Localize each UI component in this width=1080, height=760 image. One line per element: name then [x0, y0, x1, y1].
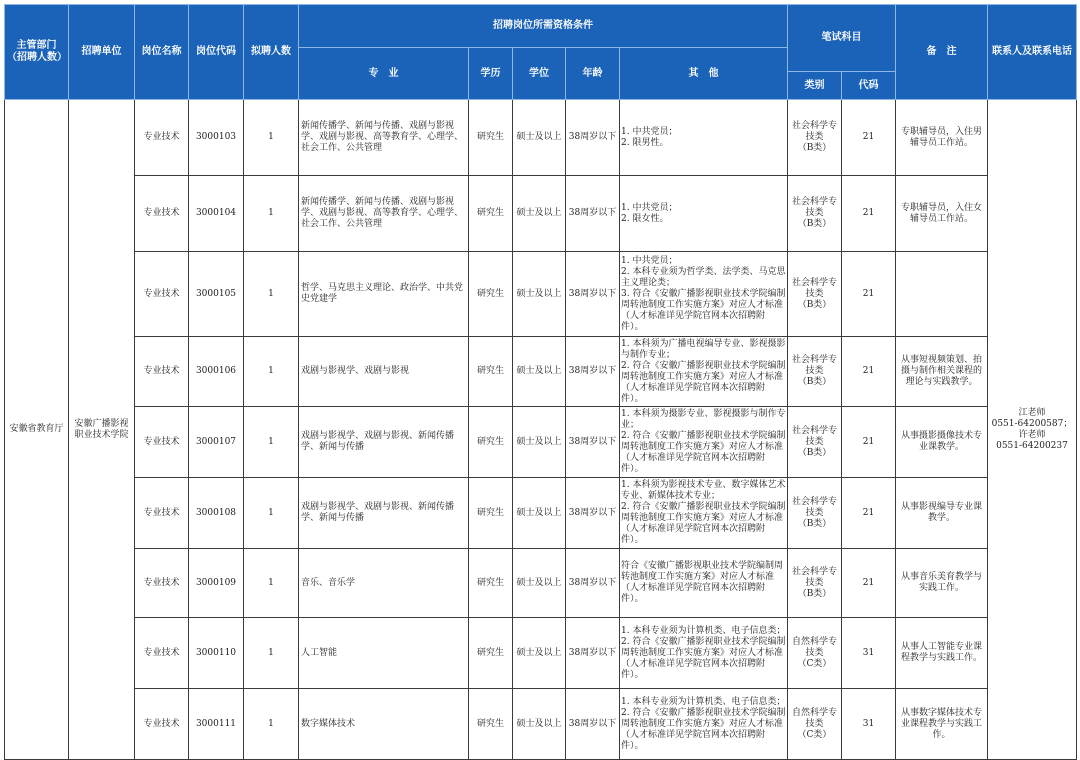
post-name-cell: 专业技术: [135, 689, 189, 760]
age-cell: 38周岁以下: [566, 478, 620, 549]
other-line: 1. 中共党员；: [621, 126, 678, 137]
post-code-cell: 3000103: [189, 100, 244, 176]
edu-cell: 研究生: [469, 478, 513, 549]
exam-type-cell: [788, 337, 842, 407]
exam-code-cell: 21: [842, 252, 896, 337]
major-cell: 新闻传播学、新闻与传播、戏剧与影视学、戏剧与影视、高等教育学、心理学、社会工作、公共管理: [299, 100, 469, 176]
table-row: [5, 407, 1077, 478]
exam-type-line: 技类: [805, 647, 824, 658]
post-code-cell: 3000104: [189, 176, 244, 252]
remark-cell: 从事数字媒体技术专业课程教学与实践工作。: [896, 689, 988, 760]
degree-cell: 硕士及以上: [513, 176, 566, 252]
exam-type-line: 社会科学专: [791, 425, 837, 436]
other-line: 2. 限女性。: [621, 213, 669, 224]
header-count: 拟聘人数: [244, 5, 299, 100]
post-code-cell: 3000111: [189, 689, 244, 760]
other-line: 3. 符合《安徽广播影视职业技术学院编制周转池制度工作实施方案》对应人才标准（人才标准详见学院官网本次招聘附件）。: [621, 288, 786, 332]
remark-cell: 从事人工智能专业课程教学与实践工作。: [896, 618, 988, 689]
header-unit: 招聘单位: [69, 5, 135, 100]
contact-line: 许老师: [1018, 429, 1046, 440]
post-code-cell: 3000107: [189, 407, 244, 478]
header-exam-type: 类别: [788, 72, 842, 100]
exam-type-line: 技类: [805, 507, 824, 518]
exam-type-line: 自然科学专: [791, 636, 837, 647]
age-cell: 38周岁以下: [566, 100, 620, 176]
other-line: 2. 限男性。: [621, 137, 669, 148]
header-post-code: 岗位代码: [189, 5, 244, 100]
major-cell: 戏剧与影视学、戏剧与影视、新闻传播学、新闻与传播: [299, 478, 469, 549]
header-age: 年龄: [566, 48, 620, 100]
exam-code-cell: 21: [842, 176, 896, 252]
exam-type-line: （B类）: [797, 518, 832, 529]
table-row: [5, 549, 1077, 618]
remark-cell: 从事音乐美育教学与实践工作。: [896, 549, 988, 618]
post-name-cell: 专业技术: [135, 618, 189, 689]
other-line: 1. 本科须为摄影专业、影视摄影与制作专业；: [621, 409, 786, 430]
degree-cell: 硕士及以上: [513, 478, 566, 549]
table-row: [5, 337, 1077, 407]
exam-type-line: （B类）: [797, 588, 832, 599]
age-cell: 38周岁以下: [566, 549, 620, 618]
post-code-cell: 3000108: [189, 478, 244, 549]
other-line: 2. 符合《安徽广播影视职业技术学院编制周转池制度工作实施方案》对应人才标准（人才标准详见学院官网本次招聘附件）。: [621, 431, 786, 474]
exam-type-line: 社会科学专: [791, 197, 837, 207]
exam-code-cell: 21: [842, 100, 896, 176]
age-cell: 38周岁以下: [566, 337, 620, 407]
age-cell: 38周岁以下: [566, 618, 620, 689]
exam-type-line: 技类: [805, 132, 824, 142]
edu-cell: 研究生: [469, 337, 513, 407]
other-cell: [620, 337, 788, 407]
exam-type-cell: [788, 478, 842, 549]
exam-type-line: （C类）: [797, 729, 832, 740]
post-code-cell: 3000106: [189, 337, 244, 407]
post-name-cell: 专业技术: [135, 252, 189, 337]
other-cell: [620, 618, 788, 689]
exam-type-line: 技类: [805, 718, 824, 729]
other-line: 符合《安徽广播影视职业技术学院编制周转池制度工作实施方案》对应人才标准（人才标准详见学院官网本次招聘附件）。: [621, 561, 784, 604]
header-other: 其 他: [620, 48, 788, 100]
major-cell: 新闻传播学、新闻与传播、戏剧与影视学、戏剧与影视、高等教育学、心理学、社会工作、公共管理: [299, 176, 469, 252]
exam-type-cell: [788, 549, 842, 618]
table-row: [5, 100, 1077, 176]
other-line: 2. 符合《安徽广播影视职业技术学院编制周转池制度工作实施方案》对应人才标准（人才标准详见学院官网本次招聘附件）。: [621, 636, 786, 680]
post-name-cell: 专业技术: [135, 100, 189, 176]
major-cell: 戏剧与影视学、戏剧与影视: [299, 337, 469, 407]
remark-cell: 从事影视编导专业课教学。: [896, 478, 988, 549]
exam-type-line: 社会科学专: [791, 277, 837, 288]
count-cell: 1: [244, 252, 299, 337]
exam-type-line: 自然科学专: [791, 707, 837, 718]
degree-cell: 硕士及以上: [513, 252, 566, 337]
header-dept: 主管部门（招聘人数）: [5, 5, 69, 100]
other-cell: [620, 176, 788, 252]
other-cell: [620, 478, 788, 549]
degree-cell: 硕士及以上: [513, 689, 566, 760]
table-row: [5, 618, 1077, 689]
remark-cell: 从事摄影摄像技术专业课教学。: [896, 407, 988, 478]
exam-type-line: 技类: [805, 436, 824, 447]
exam-code-cell: 21: [842, 337, 896, 407]
post-name-cell: 专业技术: [135, 176, 189, 252]
other-line: 1. 本科专业须为计算机类、电子信息类；: [621, 625, 786, 636]
exam-code-cell: 31: [842, 689, 896, 760]
age-cell: 38周岁以下: [566, 176, 620, 252]
header-edu: 学历: [469, 48, 513, 100]
age-cell: 38周岁以下: [566, 407, 620, 478]
edu-cell: 研究生: [469, 549, 513, 618]
remark-cell: 从事短视频策划、拍摄与制作相关课程的理论与实践教学。: [896, 337, 988, 407]
degree-cell: 硕士及以上: [513, 407, 566, 478]
table-row: [5, 478, 1077, 549]
other-cell: [620, 252, 788, 337]
count-cell: 1: [244, 100, 299, 176]
count-cell: 1: [244, 478, 299, 549]
exam-type-line: 技类: [805, 288, 824, 299]
exam-type-cell: [788, 689, 842, 760]
edu-cell: 研究生: [469, 100, 513, 176]
exam-code-cell: 31: [842, 618, 896, 689]
other-line: 1. 中共党员；: [621, 202, 678, 213]
table-row: [5, 689, 1077, 760]
other-line: 2. 符合《安徽广播影视职业技术学院编制周转池制度工作实施方案》对应人才标准（人才标准详见学院官网本次招聘附件）。: [621, 502, 786, 545]
other-line: 1. 本科专业须为计算机类、电子信息类；: [621, 696, 786, 707]
post-code-cell: 3000105: [189, 252, 244, 337]
post-name-cell: 专业技术: [135, 407, 189, 478]
contact-line: 0551-64200237: [996, 440, 1068, 451]
post-name-cell: 专业技术: [135, 478, 189, 549]
major-cell: 数字媒体技术: [299, 689, 469, 760]
remark-cell: 专职辅导员，入住女辅导员工作站。: [896, 176, 988, 252]
other-line: 1. 本科须为广播电视编导专业、影视摄影与制作专业；: [621, 338, 786, 360]
header-post-name: 岗位名称: [135, 5, 189, 100]
exam-type-line: 技类: [805, 366, 824, 376]
exam-code-cell: 21: [842, 407, 896, 478]
other-line: 2. 符合《安徽广播影视职业技术学院编制周转池制度工作实施方案》对应人才标准（人才标准详见学院官网本次招聘附件）。: [621, 707, 786, 751]
exam-type-line: 社会科学专: [791, 496, 837, 507]
exam-code-cell: 21: [842, 549, 896, 618]
exam-type-cell: [788, 407, 842, 478]
header-remark: 备 注: [896, 5, 988, 100]
edu-cell: 研究生: [469, 689, 513, 760]
exam-type-line: （B类）: [797, 377, 832, 387]
other-cell: [620, 549, 788, 618]
header-conditions: 招聘岗位所需资格条件: [299, 5, 788, 48]
count-cell: 1: [244, 176, 299, 252]
edu-cell: 研究生: [469, 407, 513, 478]
age-cell: 38周岁以下: [566, 252, 620, 337]
exam-type-line: （B类）: [797, 299, 832, 310]
other-cell: [620, 407, 788, 478]
degree-cell: 硕士及以上: [513, 100, 566, 176]
major-cell: 哲学、马克思主义理论、政治学、中共党史党建学: [299, 252, 469, 337]
other-cell: [620, 689, 788, 760]
exam-type-cell: [788, 618, 842, 689]
post-name-cell: 专业技术: [135, 337, 189, 407]
header-exam-code: 代码: [842, 72, 896, 100]
recruitment-table: [4, 4, 1077, 760]
other-line: 2. 本科专业须为哲学类、法学类、马克思主义理论类；: [621, 266, 786, 288]
other-line: 1. 中共党员；: [621, 255, 678, 266]
count-cell: 1: [244, 618, 299, 689]
header-contact: 联系人及联系电话: [988, 5, 1077, 100]
exam-code-cell: 21: [842, 478, 896, 549]
edu-cell: 研究生: [469, 618, 513, 689]
exam-type-line: 技类: [805, 577, 824, 588]
exam-type-line: （B类）: [797, 219, 832, 229]
major-cell: 音乐、音乐学: [299, 549, 469, 618]
contact-line: 江老师: [1018, 407, 1046, 418]
exam-type-cell: [788, 176, 842, 252]
exam-type-line: 技类: [805, 208, 824, 218]
table-body: [5, 100, 1077, 760]
header-exam: 笔试科目: [788, 5, 896, 72]
unit-cell: 安徽广播影视职业技术学院: [69, 100, 135, 760]
major-cell: 戏剧与影视学、戏剧与影视、新闻传播学、新闻与传播: [299, 407, 469, 478]
exam-type-cell: [788, 252, 842, 337]
exam-type-cell: [788, 100, 842, 176]
edu-cell: 研究生: [469, 176, 513, 252]
other-line: 1. 本科须为影视技术专业、数字媒体艺术专业、新媒体技术专业；: [621, 480, 786, 501]
contact-cell: [988, 100, 1077, 760]
other-cell: [620, 100, 788, 176]
degree-cell: 硕士及以上: [513, 549, 566, 618]
age-cell: 38周岁以下: [566, 689, 620, 760]
count-cell: 1: [244, 337, 299, 407]
exam-type-line: （B类）: [797, 447, 832, 458]
count-cell: 1: [244, 407, 299, 478]
table-row: [5, 176, 1077, 252]
degree-cell: 硕士及以上: [513, 618, 566, 689]
count-cell: 1: [244, 689, 299, 760]
exam-type-line: （C类）: [797, 658, 832, 669]
header-degree: 学位: [513, 48, 566, 100]
dept-cell: 安徽省教育厅: [5, 100, 69, 760]
count-cell: 1: [244, 549, 299, 618]
recruitment-table-wrapper: [4, 4, 1077, 760]
edu-cell: 研究生: [469, 252, 513, 337]
table-row: [5, 252, 1077, 337]
major-cell: 人工智能: [299, 618, 469, 689]
exam-type-line: （B类）: [797, 143, 832, 153]
post-name-cell: 专业技术: [135, 549, 189, 618]
exam-type-line: 社会科学专: [791, 355, 837, 365]
contact-line: 0551-64200587；: [991, 418, 1073, 429]
exam-type-line: 社会科学专: [791, 566, 837, 577]
degree-cell: 硕士及以上: [513, 337, 566, 407]
remark-cell: [896, 252, 988, 337]
post-code-cell: 3000109: [189, 549, 244, 618]
remark-cell: 专职辅导员，入住男辅导员工作站。: [896, 100, 988, 176]
header-major: 专 业: [299, 48, 469, 100]
post-code-cell: 3000110: [189, 618, 244, 689]
exam-type-line: 社会科学专: [791, 121, 837, 131]
other-line: 2. 符合《安徽广播影视职业技术学院编制周转池制度工作实施方案》对应人才标准（人才标准详见学院官网本次招聘附件）。: [621, 360, 786, 404]
